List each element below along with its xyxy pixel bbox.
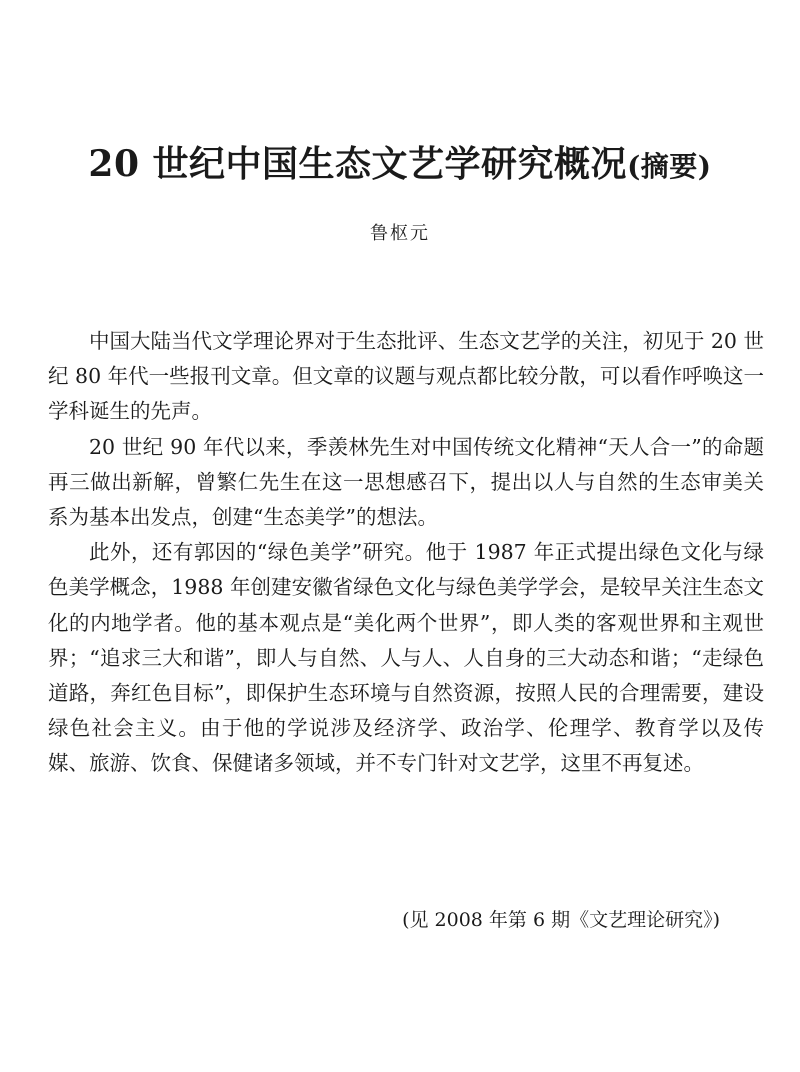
author-name: 鲁枢元 [370,223,430,244]
source-citation: (见 2008 年第 6 期《文艺理论研究》) [402,909,720,931]
article-title-main: 20 世纪中国生态文艺学研究概况 [88,143,628,185]
paragraph-2: 20 世纪 90 年代以来，季羡林先生对中国传统文化精神“天人合一”的命题再三做出新解，曾繁仁先生在这一思想感召下，提出以人与自然的生态审美关系为基本出发点，创建“生态美学”的想法。 [48,434,764,530]
article-title [40,140,760,191]
paragraph-3: 此外，还有郭因的“绿色美学”研究。他于 1987 年正式提出绿色文化与绿色美学概念，1988 年创建安徽省绿色文化与绿色美学学会，是较早关注生态文化的内地学者。他的基本观点是“美化两个世界”，即人类的客观世界和主观世界；“追求三大和谐”，即人与自然、人与人、人自身的三大动态和谐；“走绿色道路，奔红色目标”，即保护生态环境与自然资源，按照人民的合理需要，建设绿色社会主义。由于他的学说涉及经济学、政治学、伦理学、教育学以及传媒、旅游、饮食、保健诸多领域，并不专门针对文艺学，这里不再复述。 [48,540,764,776]
article-body [48,324,764,782]
article-title-suffix: (摘要) [627,150,712,183]
paragraph-1: 中国大陆当代文学理论界对于生态批评、生态文艺学的关注，初见于 20 世纪 80 年代一些报刊文章。但文章的议题与观点都比较分散，可以看作呼唤这一学科诞生的先声。 [48,329,764,424]
